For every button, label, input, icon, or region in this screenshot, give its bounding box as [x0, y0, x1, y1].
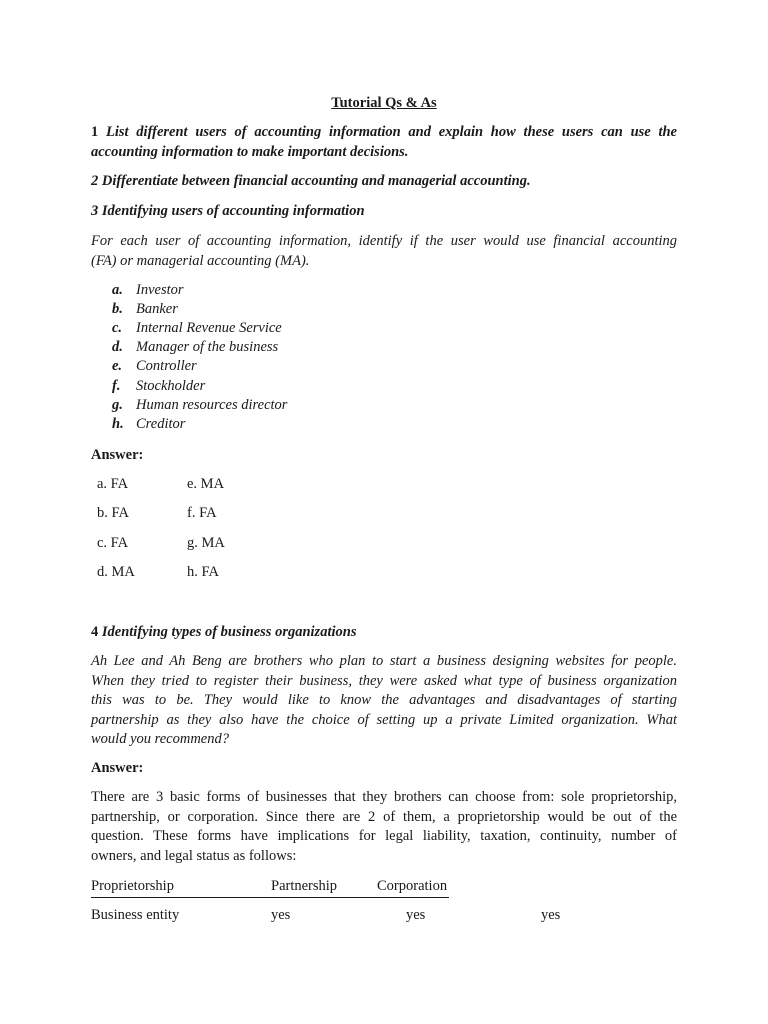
answer-item: e. MA — [187, 476, 225, 492]
question-4-heading — [91, 623, 677, 643]
list-item: c. Internal Revenue Service — [112, 320, 282, 336]
question-1-line-1 — [91, 123, 677, 143]
question-4-scenario — [91, 652, 677, 750]
table-cell: yes — [541, 907, 561, 923]
question-3-answer-label: Answer: — [91, 447, 144, 463]
answer-item: h. FA — [187, 564, 219, 580]
answer-line: question. These forms have implications for legal liability, taxation, continuity, number of — [91, 828, 677, 844]
answer-item: b. FA — [97, 505, 129, 521]
answer-line: owners, and legal status as follows: — [91, 847, 297, 864]
list-item: e. Controller — [112, 358, 197, 374]
answer-item: g. MA — [187, 535, 225, 551]
list-item: b. Banker — [112, 301, 178, 317]
list-item: g. Human resources director — [112, 397, 288, 413]
list-item: a. Investor — [112, 282, 184, 298]
question-3-instruction-line-1: For each user of accounting information, identify if the user would use financial accounting — [91, 233, 677, 249]
question-1-text-line-2: accounting information to make important decisions. — [91, 143, 409, 160]
question-3-instruction-line-2: (FA) or managerial accounting (MA). — [91, 252, 310, 269]
table-cell: yes — [271, 907, 291, 923]
table-header-corporation: Corporation — [377, 878, 448, 894]
table-row-label: Business entity — [91, 907, 180, 923]
question-1 — [91, 123, 677, 162]
table-cell: yes — [406, 907, 426, 923]
page-title: Tutorial Qs & As — [331, 95, 437, 111]
answer-item: c. FA — [97, 535, 129, 551]
question-1-number: 1 — [91, 124, 99, 140]
scenario-line: this was to be. They would like to know the advantages and disadvantages of starting — [91, 692, 677, 708]
answer-item: a. FA — [97, 476, 129, 492]
list-item: h. Creditor — [112, 416, 186, 432]
question-4-answer-label: Answer: — [91, 760, 144, 776]
scenario-line: partnership as they also have the choice of setting up a private Limited organization. What — [91, 711, 677, 728]
scenario-line: When they tried to register their business, they were asked what type of business organization — [91, 672, 677, 689]
question-4-answer — [91, 788, 677, 866]
question-1-text-line-1: List different users of accounting information and explain how these users can use the — [106, 124, 677, 140]
answer-item: d. MA — [97, 564, 135, 580]
table-header-proprietorship: Proprietorship — [91, 878, 174, 894]
list-item: f. Stockholder — [112, 378, 206, 394]
table-header-partnership: Partnership — [271, 878, 338, 894]
answer-item: f. FA — [187, 505, 217, 521]
scenario-line: would you recommend? — [91, 731, 229, 747]
answer-line: partnership, or corporation. Since there are 2 of them, a proprietorship would be out of the — [91, 808, 677, 825]
question-4-heading-text: Identifying types of business organizations — [101, 624, 357, 640]
question-2: 2 Differentiate between financial accounting and managerial accounting. — [91, 173, 531, 189]
answer-line: There are 3 basic forms of businesses that they brothers can choose from: sole proprietorship, — [91, 789, 677, 805]
list-item: d. Manager of the business — [112, 339, 279, 355]
question-4-number: 4 — [91, 624, 99, 640]
scenario-line: Ah Lee and Ah Beng are brothers who plan to start a business designing websites for people. — [91, 653, 677, 669]
question-3-heading: 3 Identifying users of accounting information — [91, 203, 365, 219]
question-3-instruction — [91, 232, 677, 271]
